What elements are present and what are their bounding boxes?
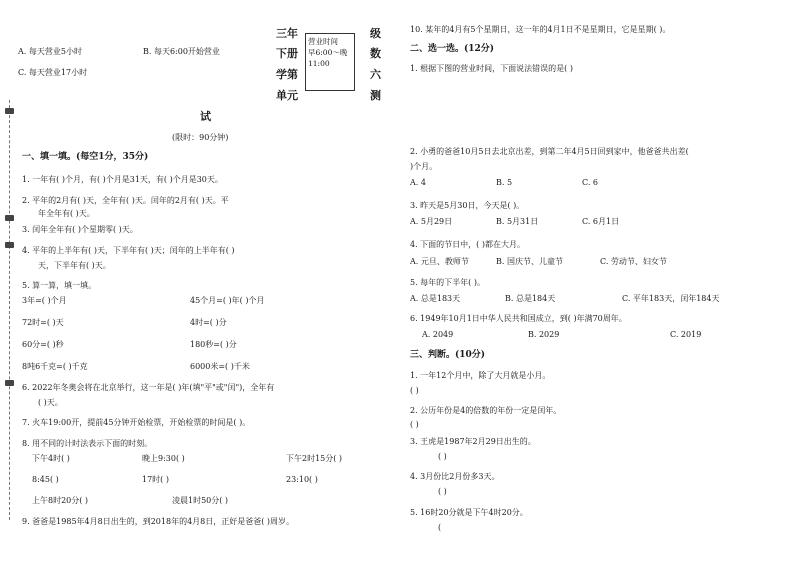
option: A. 总是183天	[410, 294, 461, 303]
conversion: 60分=( )秒	[22, 340, 64, 349]
time-item: 晚上9:30( )	[142, 454, 185, 463]
question: 8. 用不同的计时法表示下面的时刻。	[22, 439, 153, 448]
section-3-title: 三、判断。(10分)	[410, 350, 486, 360]
option: B. 国庆节、儿童节	[496, 257, 563, 266]
question: 6. 2022年冬奥会将在北京举行，这一年是( )年(填"平"或"闰")，全年有	[22, 383, 275, 392]
margin-mark	[5, 380, 14, 386]
title-part: 学第	[276, 68, 298, 81]
answer-paren: (	[438, 523, 442, 532]
question: 3. 昨天是5月30日，今天是( )。	[410, 201, 525, 210]
margin-mark	[5, 242, 14, 248]
title-part: 下册	[276, 47, 298, 60]
judgment: 5. 16时20分就是下午4时20分。	[410, 508, 528, 517]
judgment: 1. 一年12个月中，除了大月就是小月。	[410, 371, 551, 380]
time-limit: (限时：90分钟)	[172, 133, 229, 142]
conversion: 180秒=( )分	[190, 340, 237, 349]
box-body: 早6:00～晚11:00	[308, 47, 348, 68]
question: 1. 一年有( )个月，有( )个月是31天，有( )个月是30天。	[22, 175, 223, 184]
answer-paren: ( )	[438, 487, 447, 496]
option: B. 5	[496, 178, 513, 187]
question: 5. 算一算，填一填。	[22, 281, 97, 290]
question: 5. 每年的下半年( )。	[410, 278, 485, 287]
title-part: 数	[370, 47, 381, 60]
time-item: 8:45( )	[32, 475, 59, 484]
option: B. 5月31日	[496, 217, 539, 226]
question-cont: 天，下半年有( )天。	[38, 261, 111, 270]
time-item: 下午2时15分( )	[286, 454, 343, 463]
conversion: 3年=( )个月	[22, 296, 67, 305]
business-hours-box	[305, 33, 355, 91]
option: A. 4	[410, 178, 426, 187]
title-part: 单元	[276, 89, 298, 102]
question-cont: 年全年有( )天。	[38, 209, 95, 218]
option: C. 6	[582, 178, 599, 187]
fold-line	[9, 100, 10, 520]
question: 2. 平年的2月有( )天，全年有( )天。闰年的2月有( )天。平	[22, 196, 229, 205]
option: A. 2049	[422, 330, 454, 339]
margin-mark	[5, 215, 14, 221]
box-title: 营业时间	[308, 37, 338, 46]
conversion: 6000米=( )千米	[190, 362, 250, 371]
margin-mark	[5, 108, 14, 114]
option: A. 元旦、教师节	[410, 257, 469, 266]
question: 4. 平年的上半年有( )天，下半年有( )天；闰年的上半年有( )	[22, 246, 235, 255]
option: C. 平年183天，闰年184天	[622, 294, 720, 303]
section-1-title: 一、填一填。(每空1分，35分)	[22, 152, 149, 162]
title-part: 级	[370, 27, 381, 40]
option-c: C. 每天营业17小时	[18, 68, 88, 77]
section-2-title: 二、选一选。(12分)	[410, 44, 495, 54]
time-item: 17时( )	[142, 475, 169, 484]
time-item: 下午4时( )	[32, 454, 70, 463]
title-part: 六	[370, 68, 381, 81]
option: B. 总是184天	[505, 294, 556, 303]
conversion: 45个月=( )年( )个月	[190, 296, 265, 305]
answer-paren: ( )	[410, 420, 419, 429]
question: 2. 小勇的爸爸10月5日去北京出差，到第二年4月5日回到家中，他爸爸共出差(	[410, 147, 689, 156]
answer-paren: ( )	[438, 452, 447, 461]
question: 3. 闰年全年有( )个星期零( )天。	[22, 225, 138, 234]
title-tail: 试	[200, 110, 211, 123]
conversion: 8吨6千克=( )千克	[22, 362, 88, 371]
option: A. 5月29日	[410, 217, 453, 226]
question: 6. 1949年10月1日中华人民共和国成立，到( )年满70周年。	[410, 314, 627, 323]
title-part: 测	[370, 89, 381, 102]
time-item: 凌晨1时50分( )	[172, 496, 229, 505]
question-cont: )个月。	[410, 162, 438, 171]
question: 1. 根据下图的营业时间，下面说法错误的是( )	[410, 64, 573, 73]
answer-paren: ( )	[410, 386, 419, 395]
time-item: 上午8时20分( )	[32, 496, 89, 505]
option: C. 6月1日	[582, 217, 620, 226]
conversion: 72时=( )天	[22, 318, 64, 327]
option: C. 劳动节、妇女节	[600, 257, 667, 266]
time-item: 23:10( )	[286, 475, 318, 484]
question: 10. 某年的4月有5个星期日，这一年的4月1日不是星期日，它是星期( )。	[410, 25, 671, 34]
question: 7. 火车19:00开，提前45分钟开始检票，开始检票的时间是( )。	[22, 418, 251, 427]
judgment: 2. 公历年份是4的倍数的年份一定是闰年。	[410, 406, 562, 415]
option-a: A. 每天营业5小时	[18, 47, 82, 56]
question-cont: ( )天。	[38, 398, 63, 407]
judgment: 4. 3月份比2月份多3天。	[410, 472, 500, 481]
title-part: 三年	[276, 27, 298, 40]
option: C. 2019	[670, 330, 702, 339]
question: 9. 爸爸是1985年4月8日出生的，到2018年的4月8日，正好是爸爸( )周岁。	[22, 517, 295, 526]
conversion: 4时=( )分	[190, 318, 227, 327]
option-b: B. 每天6:00开始营业	[143, 47, 220, 56]
question: 4. 下面的节日中，( )都在大月。	[410, 240, 525, 249]
judgment: 3. 王虎是1987年2月29日出生的。	[410, 437, 536, 446]
option: B. 2029	[528, 330, 560, 339]
